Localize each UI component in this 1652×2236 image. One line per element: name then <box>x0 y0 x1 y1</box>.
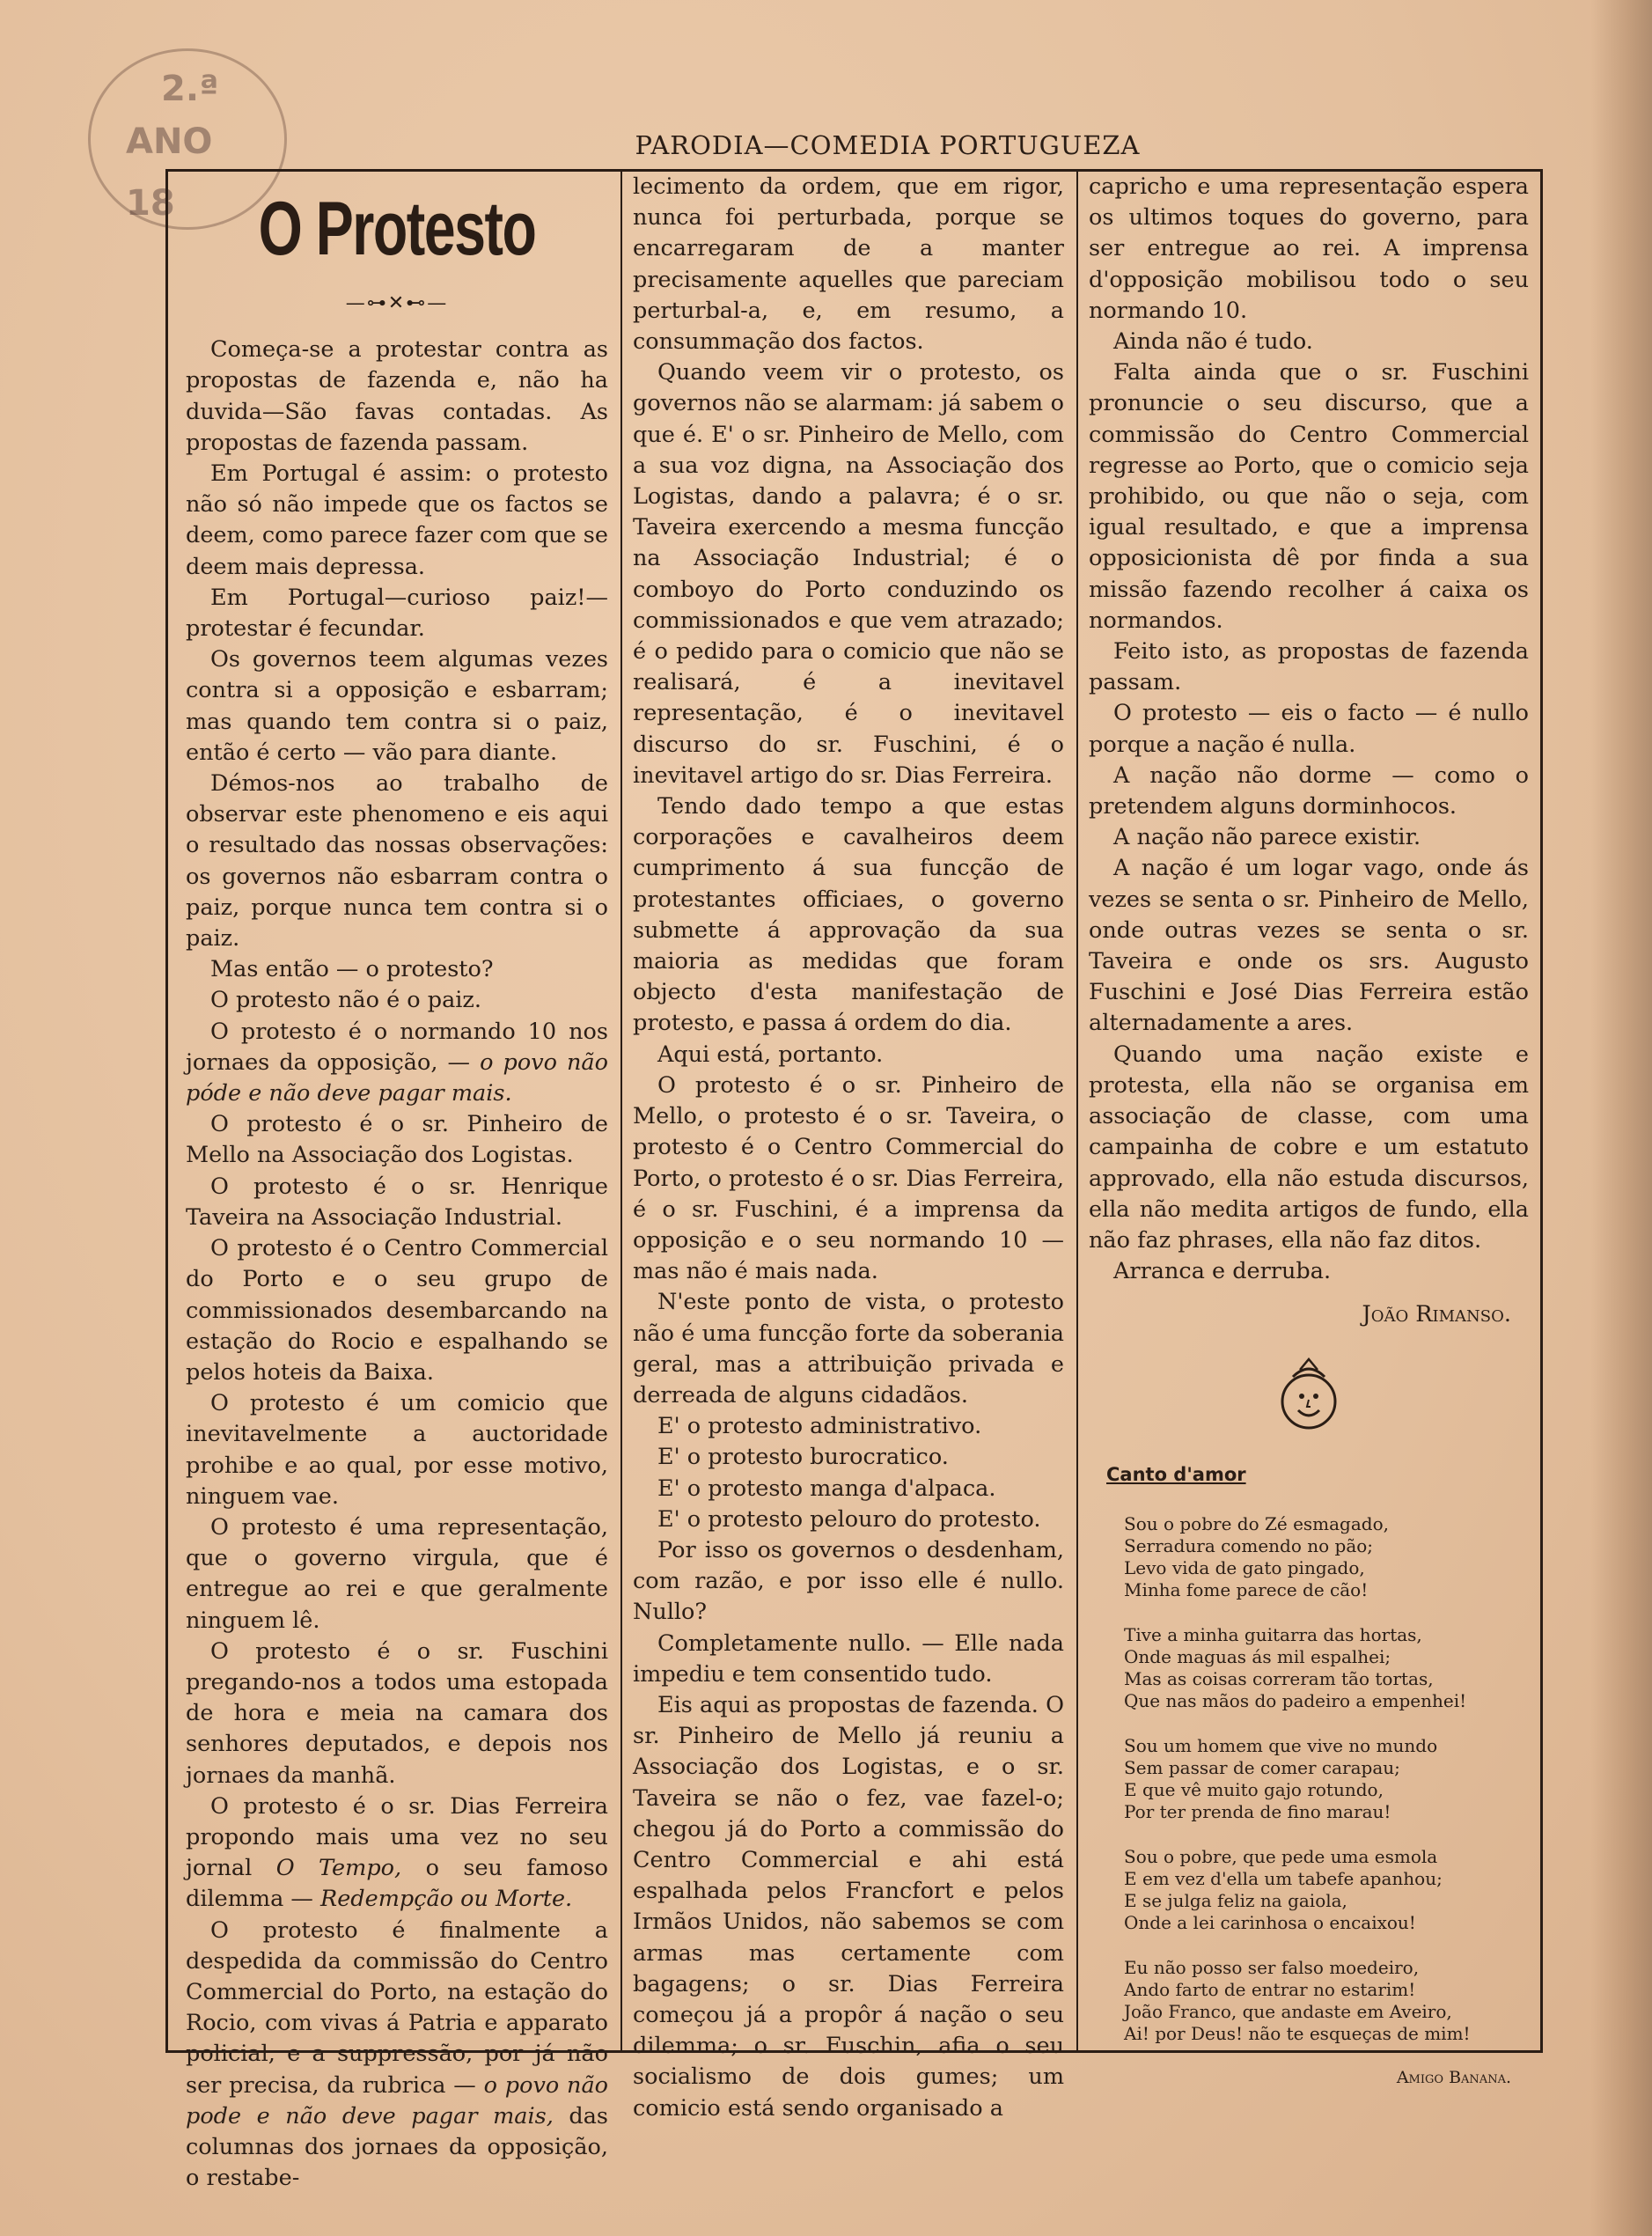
poem-line: Ando farto de entrar no estarim! <box>1124 1978 1416 2000</box>
poem-line: Tive a minha guitarra das hortas, <box>1124 1623 1422 1645</box>
paragraph: Eis aqui as propostas de fazenda. O sr. Pinheiro de Mello já reuniu a Associação dos Logistas, e o sr. Taveira se não o fez, vae fazel-o; chegou já do Porto a commissão do Centro Commercial e ahi está espalhada pelos Francfort e pelos Irmãos Unidos, não sabemos se com armas mas certamente com bagagens; o sr. Dias Ferreira começou já a propôr á nação o seu dilemma; o sr. Fuschin, afia o seu socialismo de dois gumes; um comicio está sendo organisado a <box>633 1691 1064 2122</box>
paragraph: Aqui está, portanto. <box>657 1041 884 1068</box>
column-separator <box>1076 172 1078 2050</box>
paragraph: O protesto é o sr. Pinheiro de Mello na Associação dos Logistas. <box>186 1111 608 1169</box>
poem <box>1124 1513 1529 2045</box>
poem-line: Eu não posso ser falso moedeiro, <box>1124 1956 1420 1978</box>
paragraph: Ainda não é tudo. <box>1113 328 1313 356</box>
paragraph: N'este ponto de vista, o protesto não é uma funcção forte da soberania geral, mas a attribuição privada e derreada de alguns cidadãos. <box>633 1289 1064 1409</box>
paragraph: E' o protesto manga d'alpaca. <box>657 1475 996 1502</box>
page-edge-shadow <box>1590 0 1652 2236</box>
paragraph: Quando uma nação existe e protesta, ella não se organisa em associação de classe, com uma campainha de cobre e um estatuto approvado, ella não estuda discursos, ella não medita artigos de fundo, ella não faz phrases, ella não faz ditos. <box>1089 1041 1529 1254</box>
poem-signature: Amigo Banana. <box>1396 2067 1511 2087</box>
poem-line: E se julga feliz na gaiola, <box>1124 1889 1347 1911</box>
poem-stanza <box>1124 1735 1529 1823</box>
paragraph: A nação não parece existir. <box>1113 824 1421 851</box>
paragraph: Os governos teem algumas vezes contra si a opposição e esbarram; mas quando tem contra si o paiz, então é certo — vão para diante. <box>186 646 608 766</box>
paragraph: A nação não dorme — como o pretendem alguns dorminhocos. <box>1089 761 1529 820</box>
poem-stanza <box>1124 1846 1529 1934</box>
poem-line: Que nas mãos do padeiro a empenhei! <box>1124 1689 1467 1711</box>
poem-line: Onde maguas ás mil espalhei; <box>1124 1645 1391 1667</box>
poem-stanza <box>1124 1957 1529 2045</box>
paragraph: E' o protesto pelouro do protesto. <box>657 1505 1041 1533</box>
poem-line: Onde a lei carinhosa o encaixou! <box>1124 1911 1416 1933</box>
paragraph: E' o protesto burocratico. <box>657 1444 949 1471</box>
title-ornament: —⊶✕⊷— <box>345 292 449 314</box>
paragraph: O protesto é o sr. Henrique Taveira na Associação Industrial. <box>186 1173 608 1231</box>
library-stamp: 2.ª ANO 18 <box>88 48 287 230</box>
paragraph: O protesto é finalmente a despedida da commissão do Centro Commercial do Porto, na estação do Rocio, com vivas á Patria e apparato policial, e a suppressão, por já não ser precisa, da rubrica — o povo não pode e não deve pagar mais, das columnas dos jornaes da opposição, o restabe- <box>186 1916 608 2192</box>
poem-line: Serradura comendo no pão; <box>1124 1534 1374 1556</box>
poem-line: Sou um homem que vive no mundo <box>1124 1734 1438 1756</box>
paragraph: O protesto é o normando 10 nos jornaes da opposição, — o povo não póde e não deve pagar mais. <box>186 1018 608 1107</box>
poem-stanza <box>1124 1624 1529 1712</box>
paragraph: A nação é um logar vago, onde ás vezes se senta o sr. Pinheiro de Mello, onde outras vezes se senta o sr. Taveira e onde os srs. Augusto Fuschini e José Dias Ferreira estão alternadamente a ares. <box>1089 855 1529 1037</box>
poem-line: Sou o pobre do Zé esmagado, <box>1124 1512 1389 1534</box>
paragraph: capricho e uma representação espera os ultimos toques do governo, para ser entregue ao rei. A imprensa d'opposição mobilisou todo o seu normando 10. <box>1089 173 1529 324</box>
poem-line: Por ter prenda de fino marau! <box>1124 1800 1391 1822</box>
paragraph: O protesto é um comicio que inevitavelmente a auctoridade prohibe e ao qual, por esse motivo, ninguem vae. <box>186 1390 608 1510</box>
paragraph: Arranca e derruba. <box>1113 1258 1332 1285</box>
paragraph: O protesto é uma representação, que o governo virgula, que é entregue ao rei e que geralmente ninguem lê. <box>186 1513 608 1634</box>
paragraph: O protesto — eis o facto — é nullo porque a nação é nulla. <box>1089 700 1529 758</box>
paragraph: Tendo dado tempo a que estas corporações e cavalheiros deem cumprimento á sua funcção de protestantes officiaes, o governo submette á approvação da sua maioria as medidas que foram objecto d'esta manifestação de protesto, e passa á ordem do dia. <box>633 793 1064 1037</box>
paragraph: Em Portugal—curioso paiz!— protestar é fecundar. <box>186 584 608 643</box>
paragraph: Mas então — o protesto? <box>210 956 494 983</box>
poem-line: Levo vida de gato pingado, <box>1124 1556 1365 1578</box>
column-separator <box>620 172 622 2050</box>
paragraph: Falta ainda que o sr. Fuschini pronuncie o seu discurso, que a commissão do Centro Commercial regresse ao Porto, que o comicio seja prohibido, ou que não o seja, com igual resultado, e que a imprensa opposicionista dê por finda a sua missão fazendo recolher á caixa os normandos. <box>1089 359 1529 634</box>
poem-line: Mas as coisas correram tão tortas, <box>1124 1667 1434 1689</box>
article-signature: João Rimanso. <box>1362 1301 1511 1328</box>
article-frame <box>165 169 1543 2192</box>
paragraph: O protesto é o sr. Dias Ferreira propondo mais uma vez no seu jornal O Tempo, o seu famoso dilemma — Redempção ou Morte. <box>186 1792 609 1913</box>
poem-stanza <box>1124 1513 1529 1601</box>
paragraph: lecimento da ordem, que em rigor, nunca foi perturbada, porque se encarregaram de a manter precisamente aquelles que pareciam perturbal-a, e, em resumo, a consummação dos factos. <box>633 173 1064 356</box>
article-title: O Protesto <box>258 187 536 271</box>
poem-title: Canto d'amor <box>1106 1463 1246 1485</box>
poem-line: Ai! por Deus! não te esqueças de mim! <box>1124 2022 1471 2044</box>
poem-line: E em vez d'ella um tabefe apanhou; <box>1124 1867 1443 1889</box>
poem-line: Sem passar de comer carapau; <box>1124 1756 1400 1778</box>
column-1 <box>186 172 608 2194</box>
paragraph: Completamente nullo. — Elle nada impediu e tem consentido tudo. <box>633 1629 1064 1688</box>
paragraph: E' o protesto administrativo. <box>657 1413 982 1440</box>
column-2 <box>633 172 1064 2124</box>
poem-line: E que vê muito gajo rotundo, <box>1124 1778 1384 1800</box>
poem-line: João Franco, que andaste em Aveiro, <box>1124 2000 1452 2022</box>
paragraph: Por isso os governos o desdenham, com razão, e por isso elle é nullo. Nullo? <box>633 1536 1064 1626</box>
paragraph: O protesto é o sr. Fuschini pregando-nos a todos uma estopada de hora e meia na camara dos senhores deputados, e depois nos jornaes da manhã. <box>186 1637 608 1789</box>
poem-line: Sou o pobre, que pede uma esmola <box>1124 1845 1438 1867</box>
mask-emblem-icon <box>1274 1357 1344 1437</box>
paragraph: Quando veem vir o protesto, os governos não se alarmam: já sabem o que é. E' o sr. Pinheiro de Mello, com a sua voz digna, na Associação dos Logistas, dando a palavra; é o sr. Taveira exercendo a mesma funcção na Associação Industrial; é o comboyo do Porto conduzindo os commissionados e que vem atrazado; é o pedido para o comicio que não se realisará, é a inevitavel representação, é o inevitavel discurso do sr. Fuschini, é o inevitavel artigo do sr. Dias Ferreira. <box>633 359 1064 789</box>
paragraph: O protesto é o Centro Commercial do Porto e o seu grupo de commissionados desembarcando na estação do Rocio e espalhando se pelos hoteis da Baixa. <box>186 1235 608 1386</box>
poem-line: Minha fome parece de cão! <box>1124 1578 1369 1600</box>
paragraph: Démos-nos ao trabalho de observar este phenomeno e eis aqui o resultado das nossas observações: os governos não esbarram contra o paiz, porque nunca tem contra si o paiz. <box>186 770 608 953</box>
paragraph: O protesto não é o paiz. <box>210 987 481 1014</box>
running-header: PARODIA—COMEDIA PORTUGUEZA <box>635 130 1141 160</box>
paragraph: Feito isto, as propostas de fazenda passam. <box>1089 638 1529 696</box>
column-3 <box>1089 172 1529 2093</box>
paragraph: Começa-se a protestar contra as propostas de fazenda e, não ha duvida—São favas contadas. As propostas de fazenda passam. <box>186 336 608 456</box>
paragraph: O protesto é o sr. Pinheiro de Mello, o protesto é o sr. Taveira, o protesto é o Centro Commercial do Porto, o protesto é o sr. Dias Ferreira, é o sr. Fuschini, é a imprensa da opposição e o seu normando 10 —mas não é mais nada. <box>633 1071 1064 1285</box>
paragraph: Em Portugal é assim: o protesto não só não impede que os factos se deem, como parece fazer com que se deem mais depressa. <box>186 460 608 580</box>
